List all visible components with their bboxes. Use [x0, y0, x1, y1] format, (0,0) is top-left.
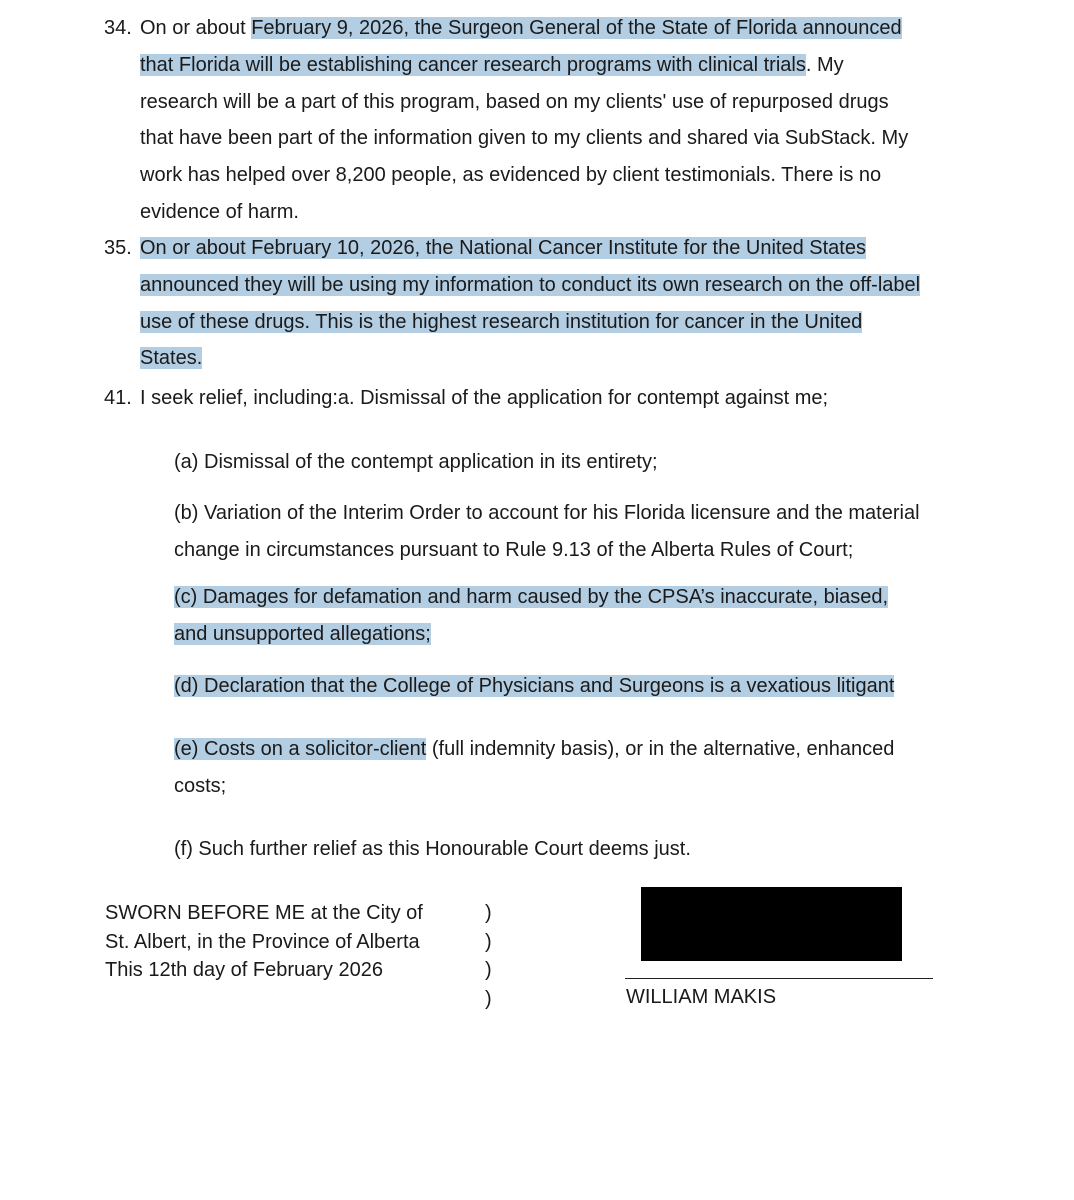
highlighted-text: announced they will be using my information to conduct its own research on the off-label [140, 273, 921, 296]
jurat-line: SWORN BEFORE ME at the City of [105, 902, 423, 924]
text-line: that have been part of the information given to my clients and shared via SubStack. My [140, 127, 909, 150]
text-run: On or about [140, 17, 252, 39]
text-line: costs; [174, 775, 227, 797]
bracket: ) [485, 987, 492, 1010]
text-line [140, 230, 984, 267]
text-line [140, 10, 984, 47]
text-line: (a) Dismissal of the contempt application in its entirety; [174, 451, 658, 473]
bracket: ) [485, 930, 492, 953]
text-line: evidence of harm. [140, 200, 299, 223]
relief-item-e [174, 731, 994, 805]
highlighted-text: that Florida will be establishing cancer research programs with clinical trials [140, 53, 806, 76]
bracket: ) [485, 959, 492, 981]
highlighted-text: (c) Damages for defamation and harm caused by the CPSA’s inaccurate, biased, [174, 586, 889, 608]
jurat-line: This 12th day of February 2026 [105, 959, 383, 981]
paragraph-number: 35. [104, 237, 132, 259]
text-run: . My [805, 53, 844, 76]
relief-item-f [174, 831, 994, 868]
paragraph-number: 34. [104, 17, 132, 39]
highlighted-text: use of these drugs. This is the highest research institution for cancer in the United [140, 310, 863, 333]
text-line: I seek relief, including:a. Dismissal of the application for contempt against me; [140, 387, 829, 409]
text-line [140, 267, 984, 304]
highlighted-text: On or about February 10, 2026, the National Cancer Institute for the United States [140, 237, 866, 259]
text-line [174, 579, 994, 616]
text-run: (full indemnity basis), or in the alternative, enhanced [426, 738, 895, 760]
highlighted-text: February 9, 2026, the Surgeon General of the State of Florida announced [251, 17, 902, 39]
relief-item-b [174, 495, 994, 569]
paragraph-number: 41. [104, 387, 132, 409]
highlighted-text: and unsupported allegations; [174, 623, 431, 645]
text-line [174, 668, 994, 705]
highlighted-text: States. [140, 347, 203, 370]
signatory-name: WILLIAM MAKIS [626, 986, 777, 1008]
signature-line [625, 978, 933, 979]
text-line [174, 731, 994, 768]
relief-item-c [174, 579, 994, 653]
text-line [140, 47, 984, 84]
highlighted-text: (d) Declaration that the College of Physicians and Surgeons is a vexatious litigant [174, 675, 895, 697]
jurat-block [105, 899, 423, 985]
text-line: research will be a part of this program, based on my clients' use of repurposed drugs [140, 90, 889, 113]
text-line [174, 616, 994, 653]
jurat-line: St. Albert, in the Province of Alberta [105, 930, 420, 953]
signature-redaction [641, 887, 902, 961]
jurat-brackets [485, 899, 492, 1013]
text-line: work has helped over 8,200 people, as evidenced by client testimonials. There is no [140, 164, 882, 187]
highlighted-text: (e) Costs on a solicitor-client [174, 738, 427, 760]
text-line [140, 340, 984, 377]
relief-item-a [174, 444, 994, 481]
text-line: (f) Such further relief as this Honourable Court deems just. [174, 838, 691, 860]
text-line: change in circumstances pursuant to Rule 9.13 of the Alberta Rules of Court; [174, 539, 854, 561]
relief-item-d [174, 668, 994, 705]
text-line [140, 304, 984, 341]
text-line: (b) Variation of the Interim Order to account for his Florida licensure and the material [174, 502, 920, 524]
bracket: ) [485, 902, 492, 924]
